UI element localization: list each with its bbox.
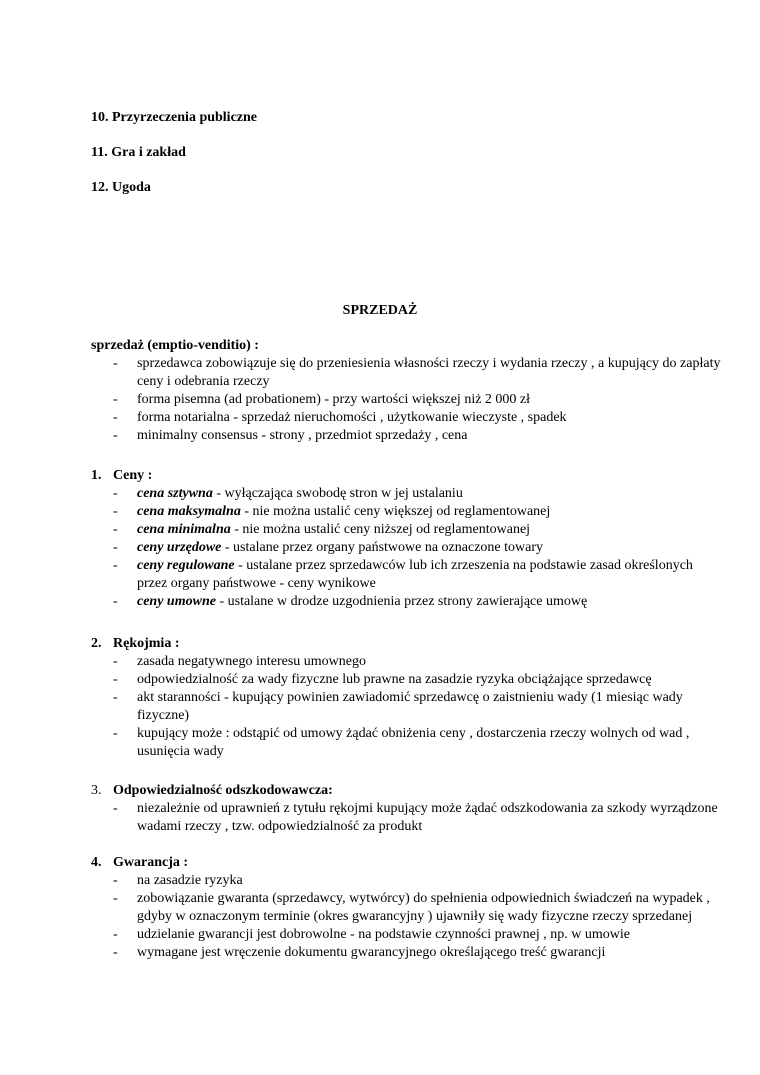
definition: - ustalane przez organy państwowe na oznaczone towary: [221, 540, 543, 555]
list-item: - zobowiązanie gwaranta (sprzedawcy, wytwórcy) do spełnienia odpowiednich świadczeń na wypadek , gdyby w oznaczonym terminie (okres gwarancyjny ) ujawniły się wady fizyczne rzeczy sprzedanej: [91, 890, 721, 926]
list-item: - sprzedawca zobowiązuje się do przeniesienia własności rzeczy i wydania rzeczy , a kupujący do zapłaty ceny i odebrania rzeczy: [91, 355, 721, 391]
section-label: Gwarancja :: [113, 855, 189, 870]
list-item: - odpowiedzialność za wady fizyczne lub prawne na zasadzie ryzyka obciążające sprzedawcę: [91, 671, 721, 689]
list-item: [91, 485, 721, 503]
section-rekojmia-title: [91, 635, 721, 653]
term: ceny regulowane: [137, 558, 235, 573]
list-item: - niezależnie od uprawnień z tytułu rękojmi kupujący może żądać odszkodowania za szkody wyrządzone wadami rzeczy , tzw. odpowiedzialność za produkt: [91, 800, 721, 836]
section-odpowiedzialnosc-title: [91, 782, 721, 800]
list-item: - forma notarialna - sprzedaż nieruchomości , użytkowanie wieczyste , spadek: [91, 409, 721, 427]
ceny-list: [91, 485, 721, 611]
definition: - nie można ustalić ceny większej od reglamentowanej: [240, 504, 551, 519]
section-odpowiedzialnosc: [91, 782, 721, 836]
definition: - ustalane przez sprzedawców lub ich zrzeszenia na podstawie zasad określonych przez organy państwowe - ceny wynikowe: [137, 558, 693, 591]
term: ceny urzędowe: [137, 540, 222, 555]
list-item: - udzielanie gwarancji jest dobrowolne - na podstawie czynności prawnej , np. w umowie: [91, 926, 721, 944]
intro-heading: sprzedaż (emptio-venditio) :: [91, 338, 259, 353]
definition: - ustalane w drodze uzgodnienia przez strony zawierające umowę: [215, 594, 588, 609]
section-label: Ceny :: [113, 468, 153, 483]
list-item: - na zasadzie ryzyka: [91, 872, 721, 890]
list-item: - forma pisemna (ad probationem) - przy wartości większej niż 2 000 zł: [91, 391, 721, 409]
term: cena maksymalna: [137, 504, 241, 519]
section-label: Odpowiedzialność odszkodowawcza:: [113, 783, 333, 798]
heading-gra-i-zaklad: 11. Gra i zakład: [91, 145, 186, 160]
list-item: [91, 521, 721, 539]
heading-ugoda: 12. Ugoda: [91, 180, 151, 195]
section-ceny-title: [91, 467, 721, 485]
term: cena sztywna: [137, 486, 213, 501]
term: ceny umowne: [137, 594, 216, 609]
gwarancja-list: [91, 872, 721, 962]
section-rekojmia: [91, 635, 721, 761]
term: cena minimalna: [137, 522, 231, 537]
heading-przyrzeczenia: 10. Przyrzeczenia publiczne: [91, 110, 258, 125]
section-gwarancja-title: [91, 854, 721, 872]
section-number: 4.: [91, 855, 102, 870]
section-ceny: [91, 467, 721, 611]
list-item: [91, 557, 721, 593]
list-item: [91, 503, 721, 521]
section-number: 2.: [91, 636, 102, 651]
odpowiedzialnosc-list: [91, 800, 721, 836]
section-label: Rękojmia :: [113, 636, 180, 651]
list-item: - kupujący może : odstąpić od umowy żądać obniżenia ceny , dostarczenia rzeczy wolnych od wad , usunięcia wady: [91, 725, 721, 761]
section-gwarancja: [91, 854, 721, 962]
rekojmia-list: [91, 653, 721, 761]
list-item: - wymagane jest wręczenie dokumentu gwarancyjnego określającego treść gwarancji: [91, 944, 721, 962]
intro-list: [91, 355, 721, 445]
list-item: [91, 593, 721, 611]
definition: - nie można ustalić ceny niższej od reglamentowanej: [230, 522, 531, 537]
list-item: - akt staranności - kupujący powinien zawiadomić sprzedawcę o zaistnieniu wady (1 miesiąc wady fizyczne): [91, 689, 721, 725]
section-number: 3.: [91, 783, 102, 798]
list-item: - zasada negatywnego interesu umownego: [91, 653, 721, 671]
list-item: - minimalny consensus - strony , przedmiot sprzedaży , cena: [91, 427, 721, 445]
intro-section: [91, 337, 721, 445]
list-item: [91, 539, 721, 557]
section-number: 1.: [91, 468, 102, 483]
page-title: SPRZEDAŻ: [342, 303, 418, 318]
definition: - wyłączająca swobodę stron w jej ustalaniu: [212, 486, 463, 501]
